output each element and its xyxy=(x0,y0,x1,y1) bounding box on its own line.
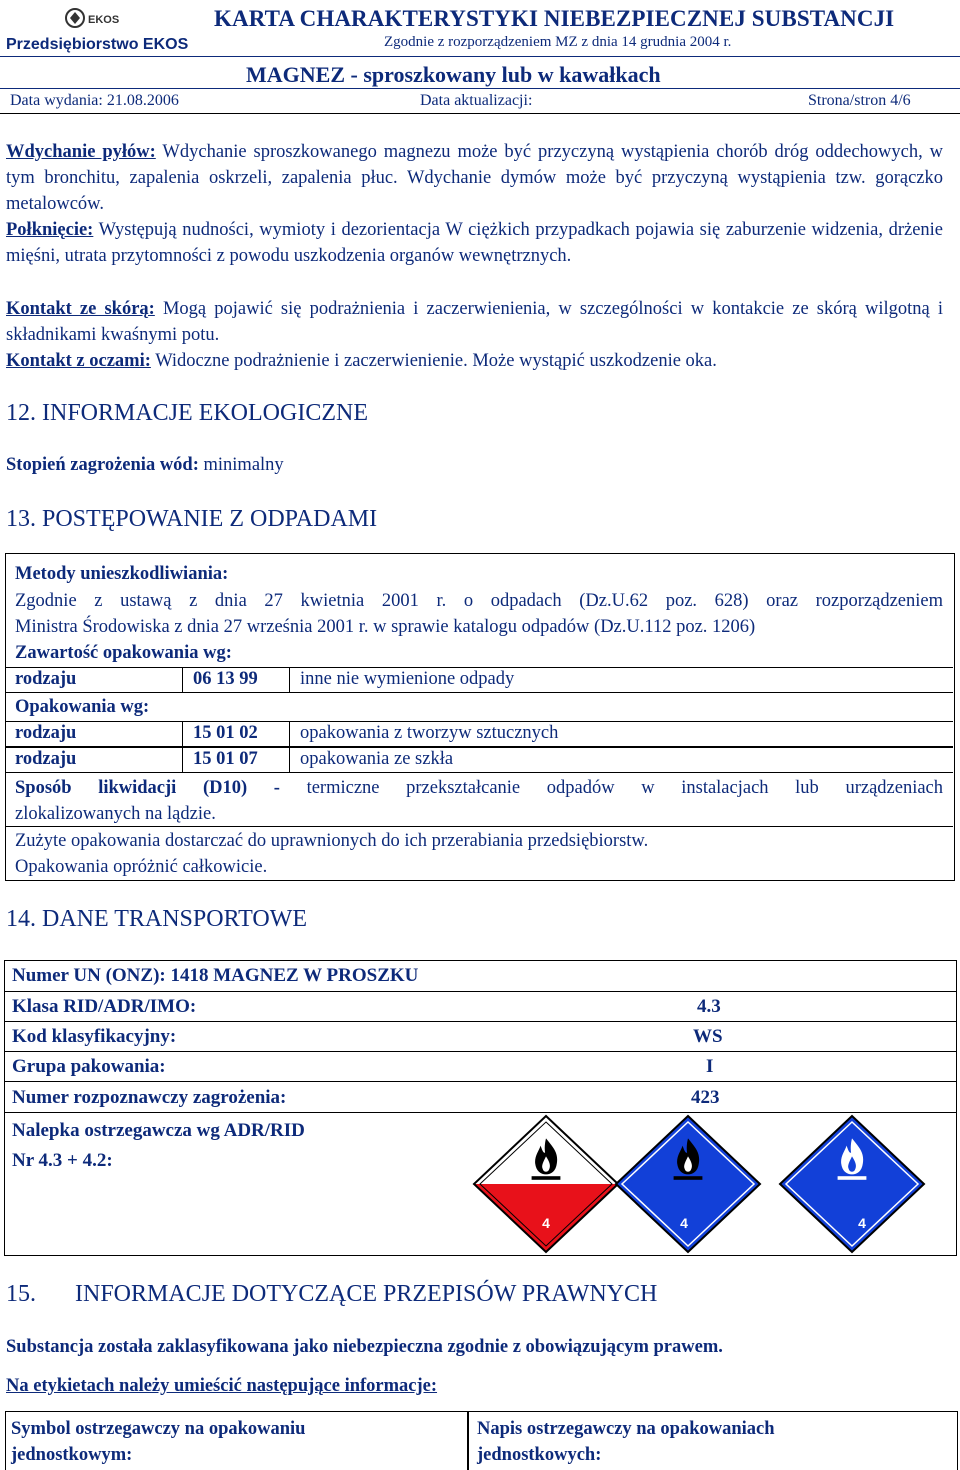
classification-statement: Substancja została zaklasyfikowana jako niebezpieczna zgodnie z obowiązującym prawem. xyxy=(6,1337,723,1357)
row-divider xyxy=(5,826,953,827)
labels-heading: Na etykietach należy umieścić następujące informacje: xyxy=(6,1376,438,1396)
section-15-heading: INFORMACJE DOTYCZĄCE PRZEPISÓW PRAWNYCH xyxy=(75,1281,658,1307)
contents-code-cell: 06 13 99 xyxy=(182,667,290,693)
placard-label-line-1: Nalepka ostrzegawcza wg ADR/RID xyxy=(12,1120,305,1141)
label-phrase-cell xyxy=(467,1411,958,1470)
skin-contact-text: Mogą pojawić się podrażnienia i zaczerwienienia, w szczególności w kontakcie ze skórą wilgotną i składnikami kwaśnymi potu. xyxy=(6,299,943,345)
transport-row-label: Kod klasyfikacyjny: xyxy=(12,1026,177,1047)
disposal-text: termiczne przekształcanie odpadów w instalacjach lub urządzeniach xyxy=(306,778,944,798)
transport-row xyxy=(4,991,957,1022)
label-symbol-line-1: Symbol ostrzegawczy na opakowaniu xyxy=(11,1419,306,1439)
document-header xyxy=(0,0,960,110)
transport-row-value: 423 xyxy=(691,1087,720,1108)
section-13-heading: 13. POSTĘPOWANIE Z ODPADAMI xyxy=(6,506,378,532)
contents-label: Zawartość opakowania wg: xyxy=(15,643,232,663)
section-12-heading: 12. INFORMACJE EKOLOGICZNE xyxy=(6,400,368,426)
empty-packaging-line: Opakowania opróżnić całkowicie. xyxy=(15,857,268,877)
header-divider xyxy=(0,56,960,57)
label-symbol-cell xyxy=(5,1411,469,1470)
transport-row-label: Numer rozpoznawczy zagrożenia: xyxy=(12,1087,287,1108)
un-number-row: Numer UN (ONZ): 1418 MAGNEZ W PROSZKU xyxy=(4,960,957,992)
regulation-note: Zgodnie z rozporządzeniem MZ z dnia 14 grudnia 2004 r. xyxy=(384,34,732,50)
transport-row-label: Grupa pakowania: xyxy=(12,1056,166,1077)
eye-contact-text: Widoczne podrażnienie i zaczerwienienie. Może wystąpić uszkodzenie oka. xyxy=(155,351,717,371)
section-15-number: 15. xyxy=(6,1281,36,1307)
packaging-desc-cell: opakowania z tworzyw sztucznych xyxy=(289,721,953,747)
inhalation-paragraph xyxy=(6,139,943,217)
ingestion-label: Połknięcie: xyxy=(6,220,94,240)
eye-contact-label: Kontakt z oczami: xyxy=(6,351,151,371)
hazard-placards xyxy=(470,1114,950,1254)
issue-date: Data wydania: 21.08.2006 xyxy=(10,92,179,109)
packaging-code-cell: 15 01 07 xyxy=(182,747,290,773)
packaging-type-cell: rodzaju xyxy=(5,747,183,773)
methods-label: Metody unieszkodliwiania: xyxy=(15,564,229,584)
inhalation-label: Wdychanie pyłów: xyxy=(6,142,156,162)
section-14-heading: 14. DANE TRANSPORTOWE xyxy=(6,906,308,932)
transport-row xyxy=(4,1081,957,1113)
ingestion-text: Występują nudności, wymioty i dezorientacja W ciężkich przypadkach pojawia się zaburzenie widzenia, drżenie mięśni, utrata przytomności z powodu uszkodzenia organów wewnętrznych. xyxy=(6,220,944,266)
water-hazard-label: Stopień zagrożenia wód: xyxy=(6,455,199,475)
methods-line-1: Zgodnie z ustawą z dnia 27 kwietnia 2001 r. o odpadach (Dz.U.62 poz. 628) oraz rozporządzeniem xyxy=(15,591,943,611)
disposal-line-2: zlokalizowanych na lądzie. xyxy=(15,804,216,824)
transport-row xyxy=(4,1021,957,1052)
skin-contact-label: Kontakt ze skórą: xyxy=(6,299,155,319)
transport-row-value: 4.3 xyxy=(697,996,721,1017)
water-hazard-value: minimalny xyxy=(203,455,284,475)
document-title: KARTA CHARAKTERYSTYKI NIEBEZPIECZNEJ SUBSTANCJI xyxy=(214,6,895,31)
transport-row-label: Klasa RID/ADR/IMO: xyxy=(12,996,197,1017)
disposal-label: Sposób likwidacji (D10) - xyxy=(15,778,280,798)
inhalation-text: Wdychanie sproszkowanego magnezu może być przyczyną wystąpienia chorób dróg oddechowych, w tym bronchitu, zapalenia oskrzeli, zapalenia płuc. Wdychanie dymów może być przyczyną wystąpienia tzw. gorączko metalowców. xyxy=(6,142,943,214)
transport-row-value: WS xyxy=(693,1026,723,1047)
label-phrase-line-2: jednostkowych: xyxy=(477,1445,602,1465)
packaging-desc-cell: opakowania ze szkła xyxy=(289,747,953,773)
placard-label-line-2: Nr 4.3 + 4.2: xyxy=(12,1150,113,1171)
packaging-code-cell: 15 01 02 xyxy=(182,721,290,747)
water-hazard xyxy=(6,455,284,476)
update-date: Data aktualizacji: xyxy=(420,92,533,109)
placard-number: 4 xyxy=(542,1215,550,1231)
transport-row xyxy=(4,1051,957,1082)
header-divider xyxy=(0,88,960,89)
ingestion-paragraph xyxy=(6,217,943,269)
contents-desc-cell: inne nie wymienione odpady xyxy=(289,667,953,693)
ekos-logo xyxy=(64,4,126,32)
disposal-line-1 xyxy=(15,775,943,802)
label-symbol-line-2: jednostkowym: xyxy=(11,1445,133,1465)
label-phrase-line-1: Napis ostrzegawczy na opakowaniach xyxy=(477,1419,775,1439)
skin-contact-paragraph xyxy=(6,296,943,348)
page-number: Strona/stron 4/6 xyxy=(808,92,911,109)
packaging-label: Opakowania wg: xyxy=(15,697,150,717)
contents-type-cell: rodzaju xyxy=(5,667,183,693)
placard-number: 4 xyxy=(680,1215,688,1231)
placard-4-3-white-blue xyxy=(612,1114,772,1254)
eye-contact-paragraph xyxy=(6,348,943,374)
methods-line-2: Ministra Środowiska z dnia 27 września 2001 r. w sprawie katalogu odpadów (Dz.U.112 poz. 1206) xyxy=(15,617,756,637)
transport-row-value: I xyxy=(706,1056,714,1077)
header-divider xyxy=(0,113,960,114)
svg-text:EKOS: EKOS xyxy=(88,14,120,26)
placard-number: 4 xyxy=(858,1215,866,1231)
company-name: Przedsiębiorstwo EKOS xyxy=(6,36,189,53)
placard-4-3-red xyxy=(470,1114,630,1254)
placard-4-3-blue xyxy=(780,1116,924,1252)
packaging-type-cell: rodzaju xyxy=(5,721,183,747)
product-name: MAGNEZ - sproszkowany lub w kawałkach xyxy=(246,62,661,87)
used-packaging-line: Zużyte opakowania dostarczać do uprawnionych do ich przerabiania przedsiębiorstw. xyxy=(15,831,649,851)
